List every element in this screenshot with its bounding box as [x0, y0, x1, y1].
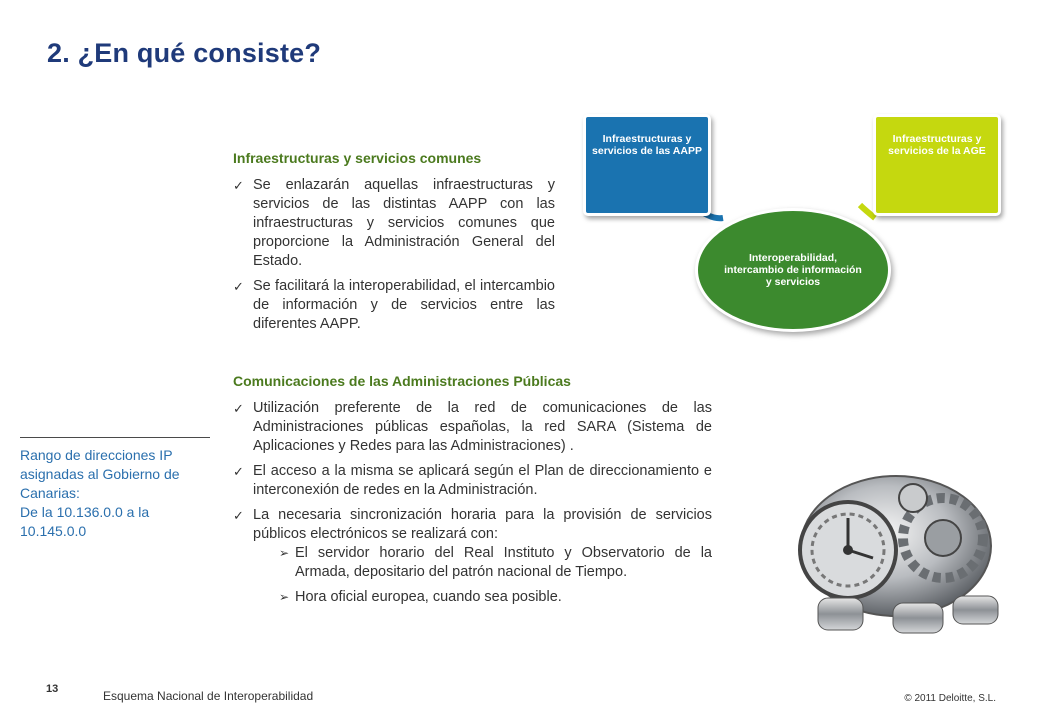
check-icon: ✓ — [233, 508, 244, 523]
sub-list-item — [279, 588, 712, 607]
section1-item-1: Se enlazarán aquellas infraestructuras y servicios de las distintas AAPP con las infraestructuras y servicios comunes que proporcione la Administración General del Estado. — [253, 177, 555, 269]
interoperability-diagram — [575, 110, 1035, 340]
section1-item-2: Se facilitará la interoperabilidad, el intercambio de información y de servicios entre las diferentes AAPP. — [253, 278, 555, 332]
section2-item-2: El acceso a la misma se aplicará según el Plan de direccionamiento e interconexión de redes en la Administración. — [253, 463, 712, 498]
section2-item-3: La necesaria sincronización horaria para la provisión de servicios públicos electrónicos se realizará con: — [253, 507, 712, 542]
sub-list — [279, 544, 712, 607]
list-item — [233, 176, 555, 271]
arrow-bullet-icon: ➢ — [279, 546, 290, 560]
arrow-bullet-icon: ➢ — [279, 590, 290, 604]
list-item — [233, 277, 555, 334]
side-note-line2: De la 10.136.0.0 a la 10.145.0.0 — [20, 504, 150, 539]
box-aapp — [583, 114, 711, 216]
center-circle-label: Interoperabilidad, intercambio de información y servicios — [724, 252, 862, 288]
copyright: © 2011 Deloitte, S.L. — [904, 693, 996, 704]
list-item — [233, 506, 712, 607]
section2-heading: Comunicaciones de las Administraciones Públicas — [233, 373, 571, 389]
section2-item-1: Utilización preferente de la red de comunicaciones de las Administraciones públicas españolas, la red SARA (Sistema de Aplicaciones y Redes para las Administraciones) . — [253, 400, 712, 454]
section1-list — [233, 176, 555, 340]
side-note — [20, 446, 210, 541]
subitem-1: El servidor horario del Real Instituto y Observatorio de la Armada, depositario del patrón nacional de Tiempo. — [295, 545, 712, 580]
section2-list — [233, 399, 712, 613]
page-number: 13 — [46, 683, 59, 695]
section1-heading: Infraestructuras y servicios comunes — [233, 150, 482, 166]
center-circle — [695, 208, 891, 332]
sub-list-item — [279, 544, 712, 582]
box-aapp-label: Infraestructuras y servicios de las AAPP — [592, 133, 702, 157]
side-note-line1: Rango de direcciones IP asignadas al Gobierno de Canarias: — [20, 447, 180, 501]
document-title: Esquema Nacional de Interoperabilidad — [103, 689, 314, 703]
box-age-label: Infraestructuras y servicios de la AGE — [888, 133, 986, 157]
list-item — [233, 399, 712, 456]
check-icon: ✓ — [233, 279, 244, 294]
list-item — [233, 462, 712, 500]
side-divider — [20, 437, 210, 438]
check-icon: ✓ — [233, 464, 244, 479]
clock-mechanism-image — [778, 468, 1018, 643]
subitem-2: Hora oficial europea, cuando sea posible. — [295, 589, 562, 605]
slide-title: 2. ¿En qué consiste? — [47, 38, 322, 68]
check-icon: ✓ — [233, 401, 244, 416]
box-age — [873, 114, 1001, 216]
check-icon: ✓ — [233, 178, 244, 193]
